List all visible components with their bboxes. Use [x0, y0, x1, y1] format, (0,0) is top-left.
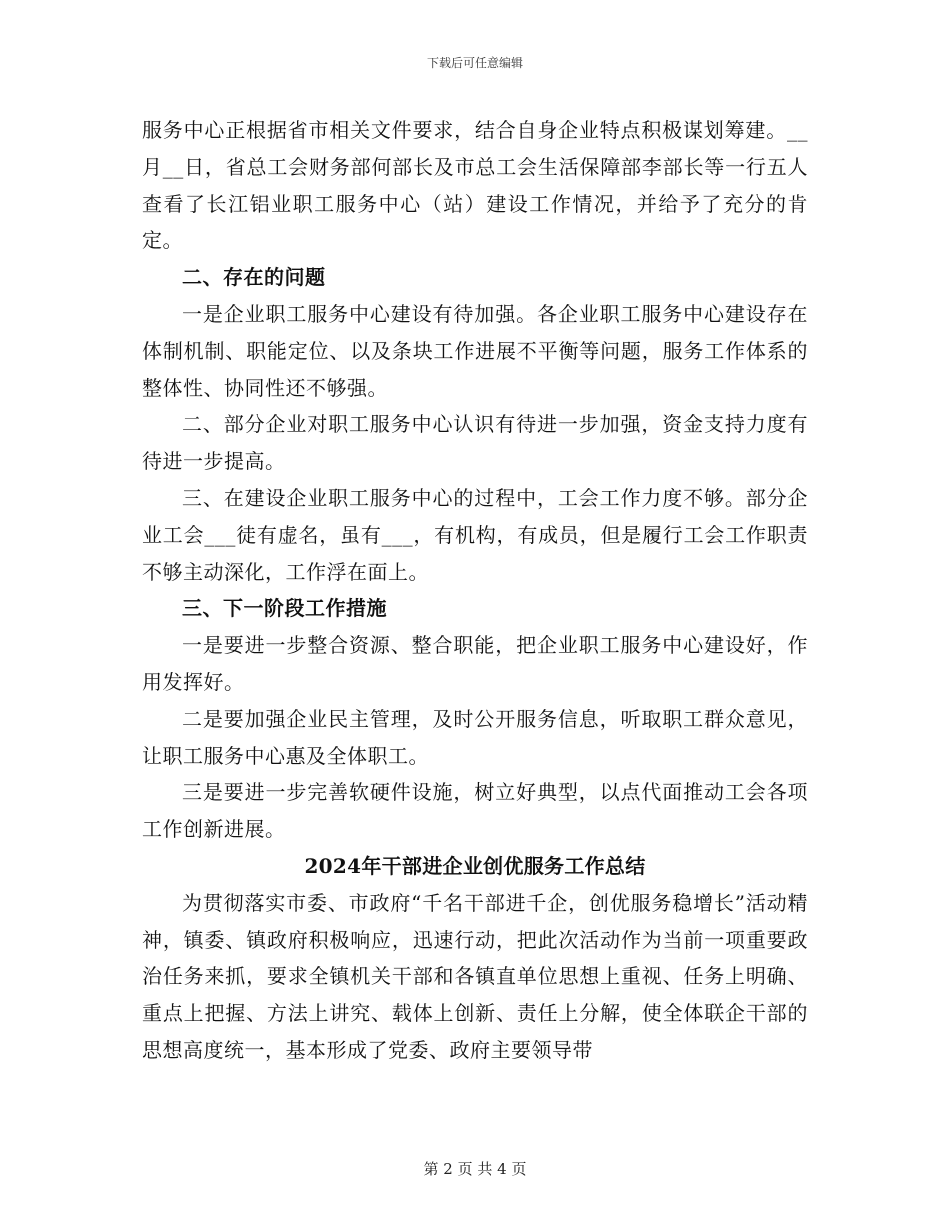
- paragraph-measure-1: 一是要进一步整合资源、整合职能，把企业职工服务中心建设好，作用发挥好。: [142, 633, 808, 694]
- page-footer-number: 第 2 页 共 4 页: [423, 1160, 527, 1178]
- page-header-note: 下载后可任意编辑: [426, 56, 523, 70]
- section-heading-next-steps: 三、下一阶段工作措施: [182, 596, 387, 621]
- paragraph-summary-intro: 为贯彻落实市委、市政府“千名干部进千企，创优服务稳增长”活动精神，镇委、镇政府积极响应，迅速行动，把此次活动作为当前一项重要政治任务来抓，要求全镇机关干部和各镇直单位思想上重视、任务上明确、重点上把握、方法上讲究、载体上创新、责任上分解，使全体联企干部的思想高度统一，基本形成了党委、政府主要领导带: [142, 890, 808, 1062]
- document-title-2024-summary: 2024年干部进企业创优服务工作总结: [304, 853, 646, 878]
- section-heading-problems: 二、存在的问题: [182, 265, 326, 290]
- paragraph-problem-2: 二、部分企业对职工服务中心认识有待进一步加强，资金支持力度有待进一步提高。: [142, 412, 808, 474]
- paragraph-measure-2: 二是要加强企业民主管理，及时公开服务信息，听取职工群众意见，让职工服务中心惠及全体职工。: [142, 706, 808, 768]
- paragraph-measure-3: 三是要进一步完善软硬件设施，树立好典型，以点代面推动工会各项工作创新进展。: [142, 780, 808, 842]
- document-body: [142, 112, 808, 1069]
- paragraph-problem-3: 三、在建设企业职工服务中心的过程中，工会工作力度不够。部分企业工会___徒有虚名，虽有___，有机构，有成员，但是履行工会工作职责不够主动深化，工作浮在面上。: [142, 485, 808, 584]
- paragraph-problem-1: 一是企业职工服务中心建设有待加强。各企业职工服务中心建设存在体制机制、职能定位、以及条块工作进展不平衡等问题，服务工作体系的整体性、协同性还不够强。: [142, 301, 808, 400]
- paragraph-service-center: 服务中心正根据省市相关文件要求，结合自身企业特点积极谋划筹建。__月__日，省总工会财务部何部长及市总工会生活保障部李部长等一行五人查看了长江铝业职工服务中心（站）建设工作情况，并给予了充分的肯定。: [142, 118, 808, 253]
